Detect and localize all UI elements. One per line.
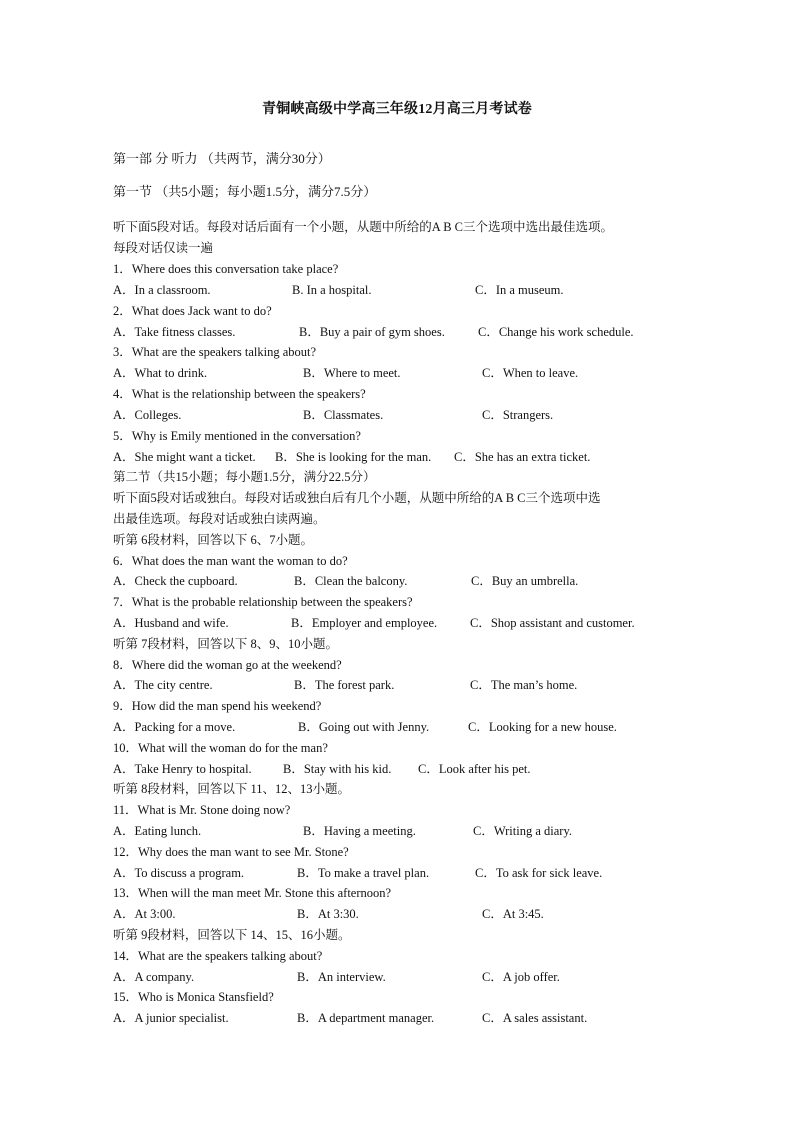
option-b: B．Buy a pair of gym shoes.: [299, 325, 445, 339]
option-c: C．A sales assistant.: [482, 1011, 588, 1025]
option-c: C．A job offer.: [482, 970, 560, 984]
section1-instructions-line2: 每段对话仅读一遍: [113, 241, 214, 255]
option-c: C．She has an extra ticket.: [454, 450, 591, 464]
option-a: A．Take fitness classes.: [113, 325, 236, 339]
option-b: B．A department manager.: [297, 1011, 435, 1025]
option-c: C．Writing a diary.: [473, 824, 573, 838]
options-5: [113, 448, 693, 466]
options-4: [113, 406, 693, 424]
option-c: C．Buy an umbrella.: [471, 574, 579, 588]
part1-heading: 第一部 分 听力 （共两节，满分30分）: [113, 151, 331, 166]
options-9: [113, 718, 693, 736]
question-12: 12．Why does the man want to see Mr. Stone?: [113, 845, 349, 859]
option-c: C．Looking for a new house.: [468, 720, 617, 734]
question-15: 15．Who is Monica Stansfield?: [113, 990, 274, 1004]
option-a: A．Husband and wife.: [113, 616, 229, 630]
options-2: [113, 323, 693, 341]
question-1: 1．Where does this conversation take place?: [113, 262, 339, 276]
options-13: [113, 905, 693, 923]
question-6: 6．What does the man want the woman to do?: [113, 554, 348, 568]
options-1: [113, 281, 693, 299]
question-2: 2．What does Jack want to do?: [113, 304, 272, 318]
option-b: B．At 3:30.: [297, 907, 359, 921]
option-b: B．Stay with his kid.: [283, 762, 392, 776]
option-c: C．Shop assistant and customer.: [470, 616, 635, 630]
option-c: C．To ask for sick leave.: [475, 866, 603, 880]
options-8: [113, 676, 693, 694]
section2-instructions-line1: 听下面5段对话或独白。每段对话或独白后有几个小题，从题中所给的A B C三个选项中选: [113, 491, 601, 505]
option-c: C．The man’s home.: [470, 678, 578, 692]
option-a: A．At 3:00.: [113, 907, 176, 921]
option-b: B．An interview.: [297, 970, 386, 984]
options-3: [113, 364, 693, 382]
question-5: 5．Why is Emily mentioned in the conversation?: [113, 429, 361, 443]
material-note-7: 听第 7段材料，回答以下 8、9、10小题。: [113, 637, 339, 651]
option-c: C．In a museum.: [475, 283, 564, 297]
option-a: A．In a classroom.: [113, 283, 211, 297]
option-c: C．Look after his pet.: [418, 762, 531, 776]
option-c: C．When to leave.: [482, 366, 579, 380]
section2-instructions-line2: 出最佳选项。每段对话或独白读两遍。: [113, 512, 326, 526]
section1-heading: 第一节 （共5小题；每小题1.5分，满分7.5分）: [113, 184, 377, 199]
option-a: A．Check the cupboard.: [113, 574, 238, 588]
option-b: B．She is looking for the man.: [275, 450, 432, 464]
options-12: [113, 864, 693, 882]
option-a: A．Take Henry to hospital.: [113, 762, 252, 776]
option-b: B．Having a meeting.: [303, 824, 416, 838]
option-a: A．Packing for a move.: [113, 720, 236, 734]
question-8: 8．Where did the woman go at the weekend?: [113, 658, 342, 672]
option-c: C．Strangers.: [482, 408, 554, 422]
question-13: 13．When will the man meet Mr. Stone this afternoon?: [113, 886, 392, 900]
material-note-9: 听第 9段材料，回答以下 14、15、16小题。: [113, 928, 351, 942]
options-15: [113, 1009, 693, 1027]
option-b: B．Going out with Jenny.: [298, 720, 430, 734]
options-6: [113, 572, 693, 590]
option-b: B．The forest park.: [294, 678, 395, 692]
material-note-6: 听第 6段材料，回答以下 6、7小题。: [113, 533, 314, 547]
option-a: A．Eating lunch.: [113, 824, 202, 838]
section1-instructions-line1: 听下面5段对话。每段对话后面有一个小题，从题中所给的A B C三个选项中选出最佳选项。: [113, 220, 614, 234]
option-a: A．A junior specialist.: [113, 1011, 229, 1025]
option-a: A．To discuss a program.: [113, 866, 245, 880]
question-7: 7．What is the probable relationship between the speakers?: [113, 595, 413, 609]
option-b: B．To make a travel plan.: [297, 866, 430, 880]
exam-title: 青铜峡高级中学高三年级12月高三月考试卷: [262, 102, 532, 117]
option-a: A．A company.: [113, 970, 195, 984]
section2-heading: 第二节（共15小题；每小题1.5分，满分22.5分）: [113, 470, 376, 484]
option-b: B．Where to meet.: [303, 366, 401, 380]
option-b: B．Employer and employee.: [291, 616, 438, 630]
options-11: [113, 822, 693, 840]
option-b: B．Classmates.: [303, 408, 384, 422]
option-c: C．Change his work schedule.: [478, 325, 634, 339]
option-a: A．The city centre.: [113, 678, 213, 692]
option-b: B．Clean the balcony.: [294, 574, 408, 588]
options-10: [113, 760, 693, 778]
question-3: 3．What are the speakers talking about?: [113, 345, 317, 359]
question-11: 11．What is Mr. Stone doing now?: [113, 803, 291, 817]
options-14: [113, 968, 693, 986]
option-c: C．At 3:45.: [482, 907, 544, 921]
material-note-8: 听第 8段材料，回答以下 11、12、13小题。: [113, 782, 351, 796]
question-4: 4．What is the relationship between the speakers?: [113, 387, 366, 401]
options-7: [113, 614, 693, 632]
option-a: A．Colleges.: [113, 408, 182, 422]
option-b: B. In a hospital.: [292, 283, 372, 297]
option-a: A．She might want a ticket.: [113, 450, 256, 464]
option-a: A．What to drink.: [113, 366, 208, 380]
question-14: 14．What are the speakers talking about?: [113, 949, 323, 963]
question-9: 9．How did the man spend his weekend?: [113, 699, 322, 713]
question-10: 10．What will the woman do for the man?: [113, 741, 328, 755]
